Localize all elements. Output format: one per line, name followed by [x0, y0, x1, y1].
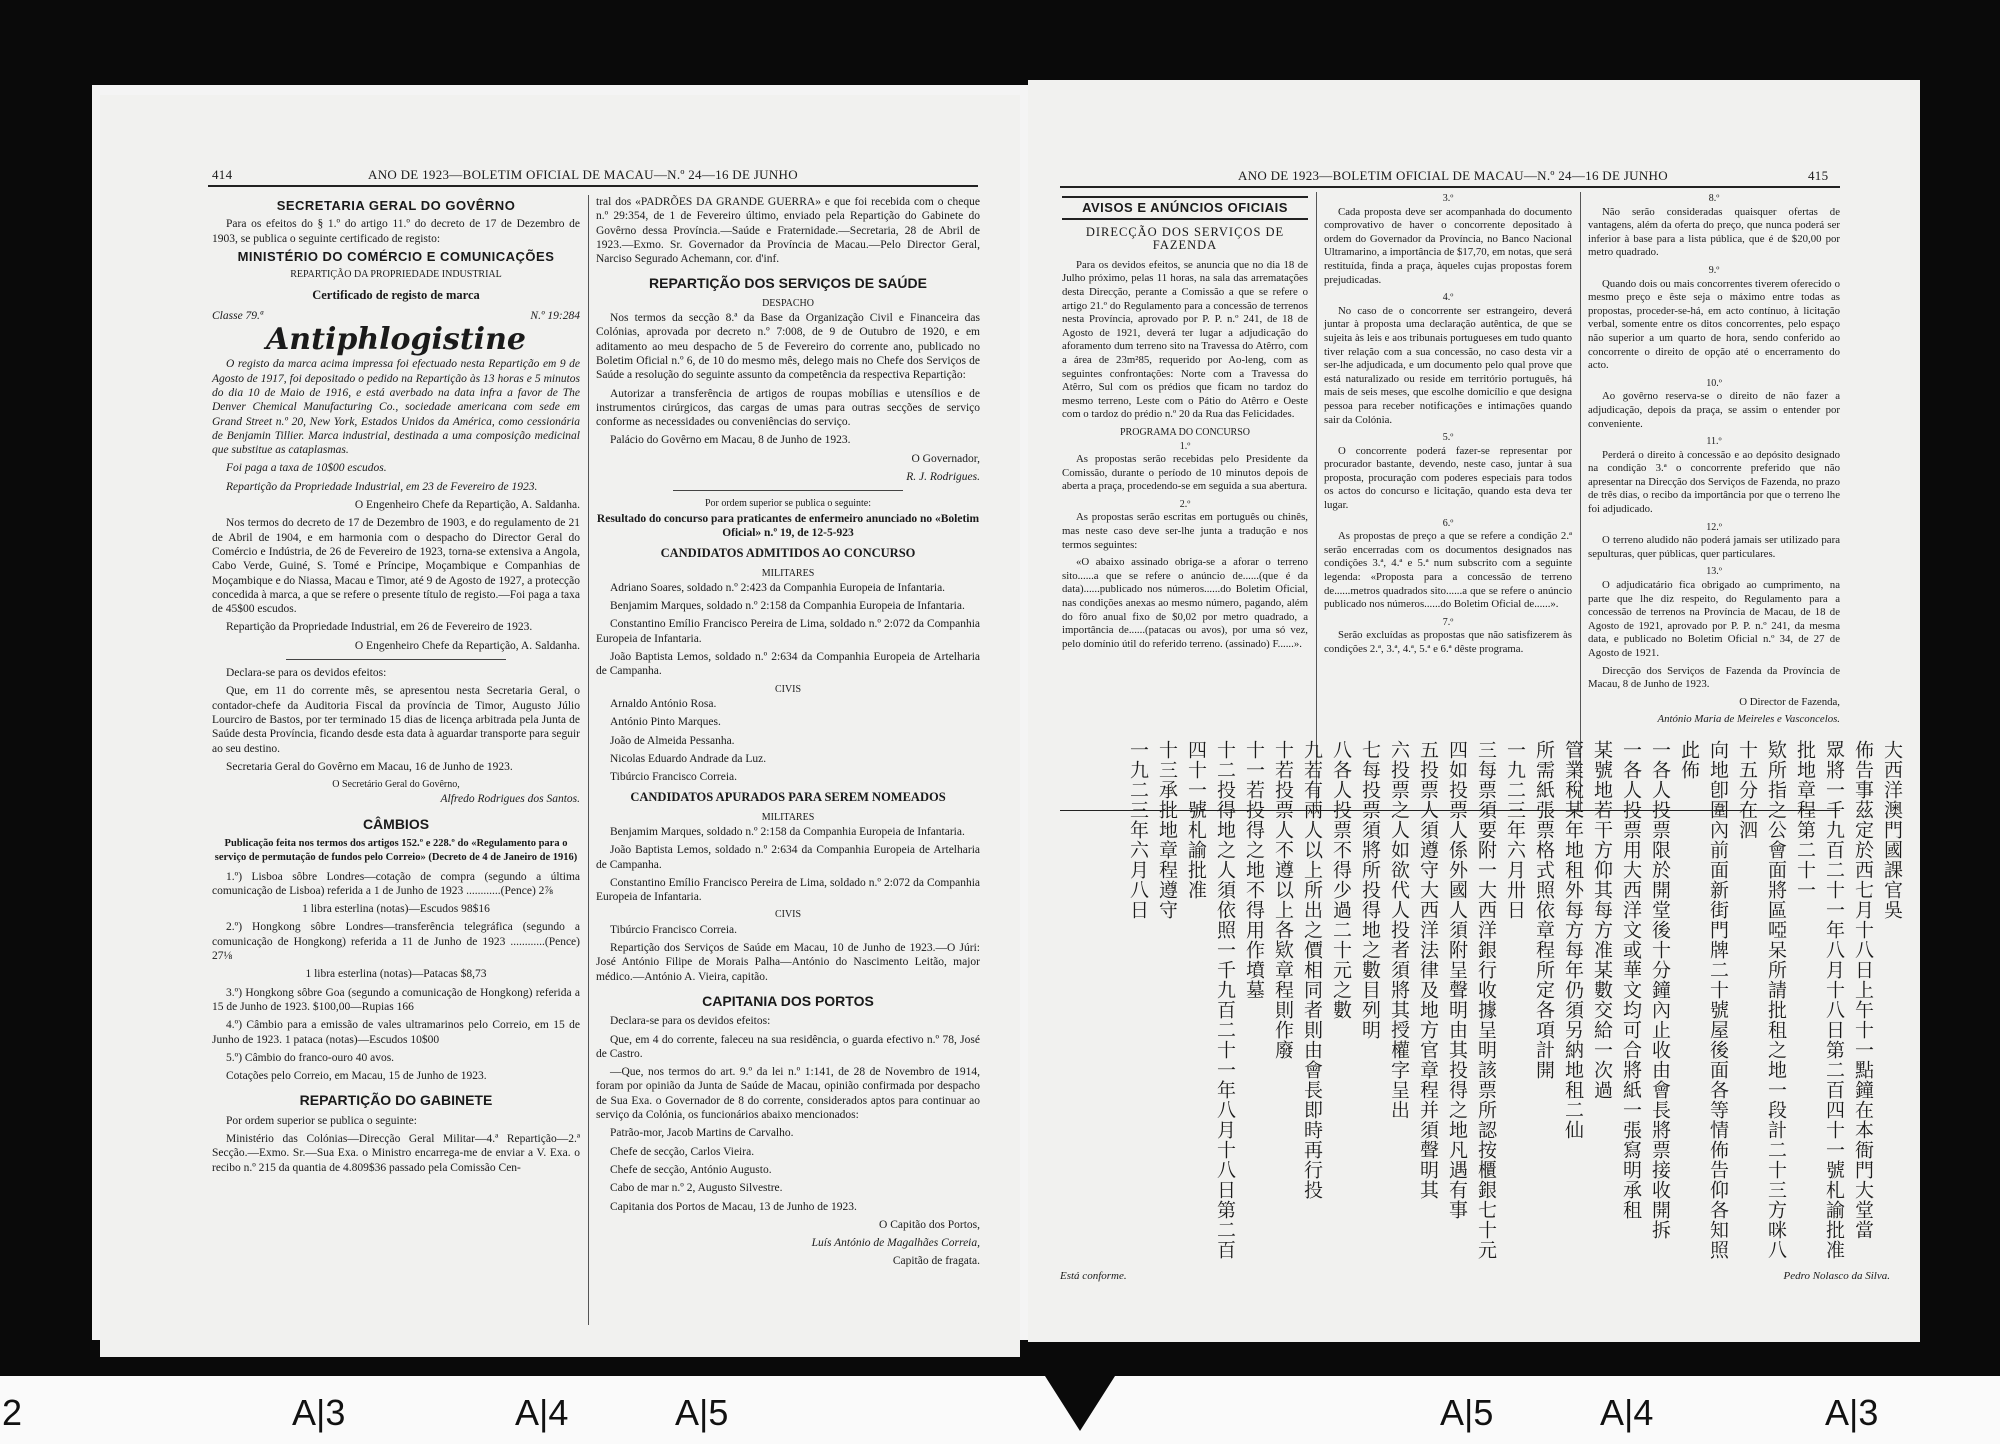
cambio-item: 1 libra esterlina (notas)—Escudos 98$16 [302, 903, 490, 916]
paragraph: tral dos «PADRÕES DA GRANDE GUERRA» e que foi recebida com o cheque n.º 29:354, de 1 de Fevereiro último, enviado pela Repartição do Gabinete do Govêrno dessa Província.—Saúde e Fraternidade.—Secretaria, 28 de Abril de 1923.—Exmo. Sr. Governador da Província de Macau.—Pelo Director Geral, Narciso Segurado Achemann, cor. d'inf. [596, 196, 980, 266]
paragraph: Repartição da Propriedade Industrial, em 26 de Fevereiro de 1923. [226, 621, 533, 634]
list-item: Chefe de secção, António Augusto. [610, 1163, 772, 1176]
signature: O Engenheiro Chefe da Repartição, A. Saldanha. [354, 499, 580, 512]
registo-numero: N.º 19:284 [530, 309, 580, 322]
signature-title: O Secretário Geral do Govêrno, [332, 779, 460, 791]
conforme-note: Está conforme. [1060, 1270, 1127, 1282]
cambio-item: 1 libra esterlina (notas)—Patacas $8,73 [305, 968, 487, 981]
paragraph: Secretaria Geral do Govêrno em Macau, 16 de Junho de 1923. [226, 760, 513, 773]
signature: O Engenheiro Chefe da Repartição, A. Saldanha. [354, 639, 580, 652]
chinese-column: 八各人投票不得少過二十元之數 [1330, 740, 1352, 1020]
header-rule [1060, 186, 1840, 188]
left-page [100, 95, 1020, 1357]
list-item: Constantino Emílio Francisco Pereira de Lima, soldado n.º 2:072 da Companhia Europeia de Infantaria. [596, 618, 980, 645]
clause-text: No caso de o concorrente ser estrangeiro, deverá juntar à proposta uma declaração autêntica, de que se sujeita às leis e aos tribunais portugueses em tudo quanto tiver relação com a sua concessão, no caso desta vir a ser-lhe adjudicada, e um documento pelo qual prove que está naturalizado ou reside em território português, há mais de seis meses, que escolhe domicílio e que designa pessoa para receber notificações e intimações quando sair da Colónia. [1324, 304, 1572, 426]
clause-text: Quando dois ou mais concorrentes tiverem oferecido o mesmo preço e êste seja o máximo entre todas as propostas, proceder-se-há, em acto contínuo, à licitação verbal, somente entre os ditos concorrentes, pelo espaço não superior a um quarto de hora, sendo conferido ao concorrente o direito de opção até o encerramento do acto. [1588, 277, 1840, 372]
clause-number: 2.º [1179, 498, 1191, 510]
signature: Alfredo Rodrigues dos Santos. [440, 793, 580, 806]
clause-number: 11.º [1706, 436, 1722, 448]
paragraph: Repartição dos Serviços de Saúde em Macau, 10 de Junho de 1923.—O Júri: José António Filipe de Morais Palha—António do Nascimento Leitão, major médico.—António A. Vieira, capitão. [596, 942, 980, 983]
paragraph: Nos termos do decreto de 17 de Dezembro de 1903, e do regulamento de 21 de Abril de 1904, e em harmonia com o despacho do Director Geral do Comércio e Indústria, de 26 de Fevereiro de 1923, torna-se extensiva a Angola, Cabo Verde, Guiné, S. Tomé e Príncipe, Moçambique e Companhias de Moçambique e do Niassa, Macau e Timor, até 9 de Agosto de 1927, a protecção concedida à marca, a que se refere o presente título de registo.—Foi paga a taxa de 45$00 escudos. [212, 517, 580, 616]
page-number: 415 [1808, 168, 1829, 183]
signature: Luís António de Magalhães Correia, [811, 1237, 980, 1250]
chinese-column: 九若有兩人以上所出之價相同者則由會長即時再行投 [1301, 740, 1323, 1200]
signature-title: O Capitão dos Portos, [879, 1218, 980, 1231]
list-item: Chefe de secção, Carlos Vieira. [610, 1145, 755, 1158]
film-border-right [1920, 0, 2000, 1376]
strip-label: A|5 [675, 1392, 729, 1433]
header-rule [208, 185, 978, 187]
clause-text: As propostas serão escritas em português ou chinês, mas neste caso deve ser-lhe junta a tradução e nos termos seguintes: [1062, 511, 1308, 551]
column-divider [1580, 192, 1581, 810]
column-divider [1316, 192, 1317, 810]
chinese-column: 佈告事茲定於西七月十八日上午十一點鐘在本衙門大堂當 [1852, 740, 1874, 1240]
list-item: Nicolas Eduardo Andrade da Luz. [610, 752, 767, 765]
direcao-title: DIRECÇÃO DOS SERVIÇOS DE FAZENDA [1085, 224, 1285, 253]
chinese-column: 一九二三年六月八日 [1127, 740, 1149, 920]
signature: R. J. Rodrigues. [906, 471, 980, 484]
list-item: Patrão-mor, Jacob Martins de Carvalho. [610, 1127, 794, 1140]
paragraph: Que, em 4 do corrente, faleceu na sua residência, o guarda efectivo n.º 78, José de Castro. [596, 1033, 980, 1060]
clause-text: «O abaixo assinado obriga-se a aforar o terreno sito......a que se refere o anúncio de......(que é da data)......publicado nos números......do Boletim Oficial, nas condições anexas ao mesmo número, pagando, além do fôro anual fixo de $0,02 por metro quadrado, a importância de......(patacas ou avos), por uma só vez, pelo domínio útil do referido terreno. (assinado) F......». [1062, 556, 1308, 650]
chinese-column: 一各人投票用大西洋文或華文均可合將紙一張寫明承租 [1620, 740, 1642, 1220]
clause-text: O concorrente poderá fazer-se representar por procurador bastante, devendo, neste caso, juntar à sua proposta, procuração com poderes especiais para todos os actos do concurso e licitação, quando esta deva ter lugar. [1324, 444, 1572, 512]
clause-number: 9.º [1708, 264, 1720, 276]
paragraph: Por ordem superior se publica o seguinte: [226, 1114, 417, 1127]
cambio-item: 2.º) Hongkong sôbre Londres—transferência telegráfica (segundo a comunicação de Hongkong) referida a 11 de Junho de 1923 ............(Pence) 27⅛ [212, 921, 580, 963]
despacho-label: DESPACHO [762, 297, 814, 309]
chinese-column: 十二投得地之人須依照一千九百二十一年八月十八日第二百四十一號札諭批准 [1185, 740, 1236, 1260]
clause-text: O terreno aludido não poderá jamais ser utilizado para sepulturas, quer públicas, quer particulares. [1588, 534, 1840, 560]
clause-text: Cada proposta deve ser acompanhada do documento comprovativo de haver o concorrente depositado à ordem do Governador da Província, no Banco Nacional Ultramarino, a importância de $17,70, em notas, que será restituída, finda a praça, àqueles cujas propostas forem prejudicadas. [1324, 205, 1572, 286]
clause-number: 3.º [1442, 193, 1454, 204]
right-column-1 [1062, 192, 1308, 655]
militares-label: MILITARES [761, 567, 815, 579]
film-border-left [0, 0, 92, 1376]
chinese-column: 三每票須要附一大西洋銀行收據呈明該票所認按櫃銀七十元 [1475, 740, 1497, 1260]
avisos-title: AVISOS E ANÚNCIOS OFICIAIS [1062, 196, 1308, 220]
clause-number: 12.º [1706, 521, 1722, 533]
clause-number: 6.º [1442, 517, 1454, 529]
cambio-item: 1.º) Lisboa sôbre Londres—cotação de compra (segundo a última comunicação de Lisboa) referida a 1 de Junho de 1923 ............(Pence) 2⅞ [212, 870, 580, 897]
cambio-item: 5.º) Câmbio do franco-ouro 40 avos. [226, 1051, 395, 1064]
strip-label: A|3 [1825, 1392, 1879, 1433]
signature: António Maria de Meireles e Vasconcelos. [1657, 713, 1840, 726]
right-column-2 [1324, 192, 1572, 661]
militares-label: MILITARES [761, 811, 815, 823]
cambio-item: 3.º) Hongkong sôbre Goa (segundo a comunicação de Hongkong) referida a 15 de Junho de 1923. $100,00—Rupias 166 [212, 986, 580, 1013]
admitidos-title: CANDIDATOS ADMITIDOS AO CONCURSO [660, 546, 916, 561]
chinese-column: 向地卽圍內前面新街門牌二十號屋後面各等情佈告仰各知照此佈 [1678, 740, 1729, 1260]
clause-text: O adjudicatário fica obrigado ao cumprimento, na parte que lhe diz respeito, do Regulamento para a concessão de terrenos na Província de Macau, de 18 de Agosto de 1921, aprovado por P. P. n.º 241, da mesma data, e publicado no Boletim Oficial n.º 34, de 27 de Agosto de 1921. [1588, 579, 1840, 659]
capitania-title: CAPITANIA DOS PORTOS [702, 992, 874, 1009]
list-item: Benjamim Marques, soldado n.º 2:158 da Companhia Europeia de Infantaria. [610, 600, 965, 613]
signature-title: O Director de Fazenda, [1739, 695, 1840, 708]
paragraph: Repartição da Propriedade Industrial, em 23 de Fevereiro de 1923. [226, 480, 538, 493]
cambio-item: Cotações pelo Correio, em Macau, 15 de Junho de 1923. [226, 1070, 487, 1083]
list-item: João de Almeida Pessanha. [610, 734, 735, 747]
page-header: ANO DE 1923—BOLETIM OFICIAL DE MACAU—N.º 24—16 DE JUNHO [368, 167, 798, 182]
ordem-note: Por ordem superior se publica o seguinte: [704, 498, 872, 510]
chinese-column: 某號地若干方仰其每方准某數交給一次過 [1591, 740, 1613, 1100]
paragraph: Que, em 11 do corrente mês, se apresentou nesta Secretaria Geral, o contador-chefe da Auditoria Fiscal da província de Timor, Augusto Júlio Lourciro de Bastos, por ter terminado 15 dias de licença arbitrada pela Junta de Saúde desta Província, ficando desde esta data à aguardar transporte para seguir ao seu destino. [212, 685, 580, 755]
clause-number: 10.º [1706, 377, 1722, 389]
gabinete-title: REPARTIÇÃO DO GABINETE [299, 1092, 493, 1109]
chinese-column: 大西洋澳門國課官吳 [1881, 740, 1903, 920]
clause-text: Serão excluídas as propostas que não satisfizerem às condições 2.ª, 3.ª, 4.ª, 5.ª e 6.ª dêste programa. [1324, 629, 1572, 655]
list-item: António Pinto Marques. [610, 716, 721, 729]
clause-text: Perderá o direito à concessão e ao depósito designado na condição 3.ª o concorrente preferido que não apresentar na Direcção dos Serviços de Fazenda, no prazo de três dias, o recibo da importância por que o terreno lhe foi adjudicado. [1588, 448, 1840, 516]
chinese-column: 眾將一千九百二十一年八月十八日第二百四十一號札諭批准批地章程第二十一 [1794, 740, 1845, 1260]
classe: Classe 79.ª [212, 309, 264, 322]
clause-text: Ao govêrno reserva-se o direito de não fazer a adjudicação, depois da praça, se assim o entender por conveniente. [1588, 390, 1840, 430]
strip-label: A|3 [292, 1392, 346, 1433]
page-number: 414 [212, 167, 233, 182]
strip-label: 2 [2, 1392, 23, 1433]
divider [673, 490, 903, 491]
clause-text: Não serão consideradas quaisquer ofertas de vantagens, além da oferta do preço, que nunca poderá ser inferior à base para a lista pública, que é de $20,00 por metro quadrado. [1588, 205, 1840, 259]
cambios-intro: Publicação feita nos termos dos artigos 152.º e 228.º do «Regulamento para o serviço de permutação de fundos pelo Correio» (Decreto de 4 de Janeiro de 1916) [214, 837, 578, 864]
list-item: Tibúrcio Francisco Correia. [610, 771, 738, 784]
signature-rank: Capitão de fragata. [892, 1255, 980, 1268]
left-column-2 [596, 195, 980, 1273]
civis-label: CIVIS [774, 683, 802, 695]
paragraph: Para os devidos efeitos, se anuncia que no dia 18 de Julho próximo, pelas 11 horas, na sala das arrematações desta Direcção, perante a Comissão a que se refere o artigo 21.º do Regulamento para a concessão de terrenos nesta Província, aprovado por P. P. n.º 241, de 18 de Agosto de 1921, deverá ter lugar a adjudicação do aforamento dum terreno sito na Travessa do Atêrro, com a área de 23m²85, requerido por Ao-leng, com as seguintes confrontações: Norte com a Travessa do Atêrro, Sul com os prédios que ficam no tardoz do mesmo terreno, Leste com o Pátio do Atêrro e Oeste com o tardoz do prédio n.º 20 da Rua das Felicidades. [1062, 258, 1308, 421]
film-notch [1045, 1376, 1115, 1431]
signature-title: O Governador, [911, 452, 980, 465]
paragraph: Foi paga a taxa de 10$00 escudos. [226, 462, 387, 475]
cambios-title: CÂMBIOS [362, 815, 430, 832]
chinese-column: 管業稅某年地租外每方每年仍須另納地租二仙 [1562, 740, 1584, 1140]
paragraph: O registo da marca acima impressa foi efectuado nesta Repartição em 9 de Agosto de 1917, foi depositado o pedido na Repartição às 13 horas e 5 minutos do dia 10 de Maio de 1916, e está averbado na data infra a favor de The Denver Chemical Manufacturing Co., sociedade americana com sede em Grand Street n.º 20, New York, Estados Unidos da América, como cessionária de Benjamin Tillier. Marca industrial, destinada a uma composição medicinal que substitue as cataplasmas. [212, 358, 580, 457]
chinese-column: 六投票之人如欲代人投者須將其授權字呈出 [1388, 740, 1410, 1120]
chinese-column: 一各人投票限於開堂後十分鐘內止收由會長將票接收開拆 [1649, 740, 1671, 1240]
programa-title: PROGRAMA DO CONCURSO [1119, 426, 1251, 438]
paragraph: Para os efeitos do § 1.º do artigo 11.º do decreto de 17 de Dezembro de 1903, se publica o seguinte certificado de registo: [212, 218, 580, 245]
list-item: Constantino Emílio Francisco Pereira de Lima, soldado n.º 2:072 da Companhia Europeia de Infantaria. [596, 876, 980, 904]
list-item: Tibúrcio Francisco Correia. [610, 923, 738, 936]
ministry-title: MINISTÉRIO DO COMÉRCIO E COMUNICAÇÕES [237, 248, 555, 264]
clause-number: 13.º [1706, 566, 1722, 578]
clause-number: 8.º [1708, 193, 1720, 204]
clause-number: 5.º [1442, 432, 1454, 444]
clause-text: As propostas serão recebidas pelo Presidente da Comissão, durante o período de 10 minutos depois de aberta a praça, procedendo-se em seguida a sua abertura. [1062, 453, 1308, 493]
chinese-column: 一九二三年六月卅日 [1504, 740, 1526, 920]
section-title: SECRETARIA GERAL DO GOVÊRNO [276, 198, 516, 213]
right-page [1028, 80, 1920, 1342]
cambio-item: 4.º) Câmbio para a emissão de vales ultramarinos pelo Correio, em 15 de Junho de 1923. 1 pataca (notas)—Escudos 10$00 [212, 1019, 580, 1046]
paragraph: Declara-se para os devidos efeitos: [226, 667, 387, 680]
list-item: Arnaldo António Rosa. [610, 697, 717, 710]
certificate-title: Certificado de registo de marca [312, 288, 480, 303]
list-item: João Baptista Lemos, soldado n.º 2:634 da Companhia Europeia de Artelharia de Campanha. [596, 651, 980, 678]
ministry-subtitle: REPARTIÇÃO DA PROPRIEDADE INDUSTRIAL [290, 269, 502, 281]
clause-number: 1.º [1179, 440, 1191, 452]
page-header: ANO DE 1923—BOLETIM OFICIAL DE MACAU—N.º 24—16 DE JUNHO [1238, 168, 1668, 183]
paragraph: —Que, nos termos do art. 9.º da lei n.º 1:141, de 28 de Novembro de 1914, foram por opinião da Junta de Saúde de Macau, opinião confirmada por despacho de Sua Exa. o Governador de 8 do corrente, considerados aptos para continuar ao serviço da Colónia, os funcionários abaixo mencionados: [596, 1066, 980, 1122]
resultado-title: Resultado do concurso para praticantes de enfermeiro anunciado no «Boletim Oficial» n.º 19, de 12-5-923 [596, 512, 980, 539]
divider [286, 659, 507, 660]
chinese-column: 四如投票人係外國人須附呈聲明由其投得之地凡遇有事 [1446, 740, 1468, 1220]
chinese-column: 五投票人須遵守大西洋法律及地方官章程并須聲明其 [1417, 740, 1439, 1200]
paragraph: Ministério das Colónias—Direcção Geral Militar—4.ª Repartição—2.ª Secção.—Exmo. Sr.—Sua Exa. o Ministro encarrega-me de enviar a V. Exa. o recibo n.º 215 da quantia de 4.809$36 passado pela Comissão Cen- [212, 1133, 580, 1174]
chinese-column: 十若投票人不遵以上各欵章程則作廢 [1272, 740, 1294, 1060]
film-border-top [0, 0, 2000, 85]
clause-number: 7.º [1442, 616, 1454, 628]
certificate-meta [212, 309, 580, 323]
chinese-signature: Pedro Nolasco da Silva. [1783, 1270, 1890, 1282]
clause-number: 4.º [1442, 292, 1454, 304]
left-column-1 [212, 195, 580, 1179]
chinese-column: 十三承批地章程遵守 [1156, 740, 1178, 920]
civis-label: CIVIS [774, 909, 802, 921]
chinese-notice [1086, 740, 1906, 1260]
strip-label: A|4 [1600, 1392, 1654, 1433]
chinese-column: 欵所指之公會面將區啞呆所請批租之地一段計二十三方咪八十五分在泗 [1736, 740, 1787, 1260]
strip-label: A|5 [1440, 1392, 1494, 1433]
list-item: João Baptista Lemos, soldado n.º 2:634 da Companhia Europeia de Artelharia de Campanha. [596, 844, 980, 871]
chinese-column: 七每投票須將所投得地之數目列明 [1359, 740, 1381, 1040]
saude-title: REPARTIÇÃO DOS SERVIÇOS DE SAÚDE [649, 275, 927, 292]
strip-label: A|4 [515, 1392, 569, 1433]
column-divider [588, 195, 589, 1325]
right-column-3 [1588, 192, 1840, 731]
paragraph: Nos termos da secção 8.ª da Base da Organização Civil e Financeira das Colónias, aprovada por decreto n.º 7:008, de 9 de Outubro de 1920, e em aditamento ao meu despacho de 5 de Fevereiro do corrente ano, publicado no Boletim Oficial n.º 6, de 10 do mesmo mês, delego mais no Chefe dos Serviços de Saúde a resolução do seguinte assunto da competência da respectiva Repartição: [596, 312, 980, 382]
list-item: Cabo de mar n.º 2, Augusto Silvestre. [610, 1182, 783, 1195]
chinese-column: 十一若投得之地不得用作墳墓 [1243, 740, 1265, 1000]
list-item: Adriano Soares, soldado n.º 2:423 da Companhia Europeia de Infantaria. [610, 581, 946, 594]
chinese-column: 所需紙張票格式照依章程所定各項計開 [1533, 740, 1555, 1080]
paragraph: Palácio do Govêrno em Macau, 8 de Junho de 1923. [610, 434, 851, 447]
brand-trademark: Antiphlogistine [266, 322, 526, 358]
apurados-title: CANDIDATOS APURADOS PARA SEREM NOMEADOS [630, 790, 946, 805]
paragraph: Declara-se para os devidos efeitos: [610, 1015, 771, 1028]
list-item: Benjamim Marques, soldado n.º 2:158 da Companhia Europeia de Infantaria. [610, 825, 965, 838]
paragraph: Capitania dos Portos de Macau, 13 de Junho de 1923. [610, 1200, 857, 1213]
clause-text: As propostas de preço a que se refere a condição 2.ª serão encerradas com os documentos designados nas condições 3.ª, 4.ª e 5.ª num subscrito com a seguinte legenda: «Proposta para a concessão de terreno de......metros quadrados sito......a que se refere o anúncio publicado nos números......do Boletim Oficial de......». [1324, 530, 1572, 611]
paragraph: Direcção dos Serviços de Fazenda da Província de Macau, 8 de Junho de 1923. [1588, 664, 1840, 691]
paragraph: Autorizar a transferência de artigos de roupas mobílias e utensílios e de instrumentos cirúrgicos, das cargas de umas para outras secções de serviço conforme as necessidades ou conveniências do serviço. [596, 387, 980, 429]
